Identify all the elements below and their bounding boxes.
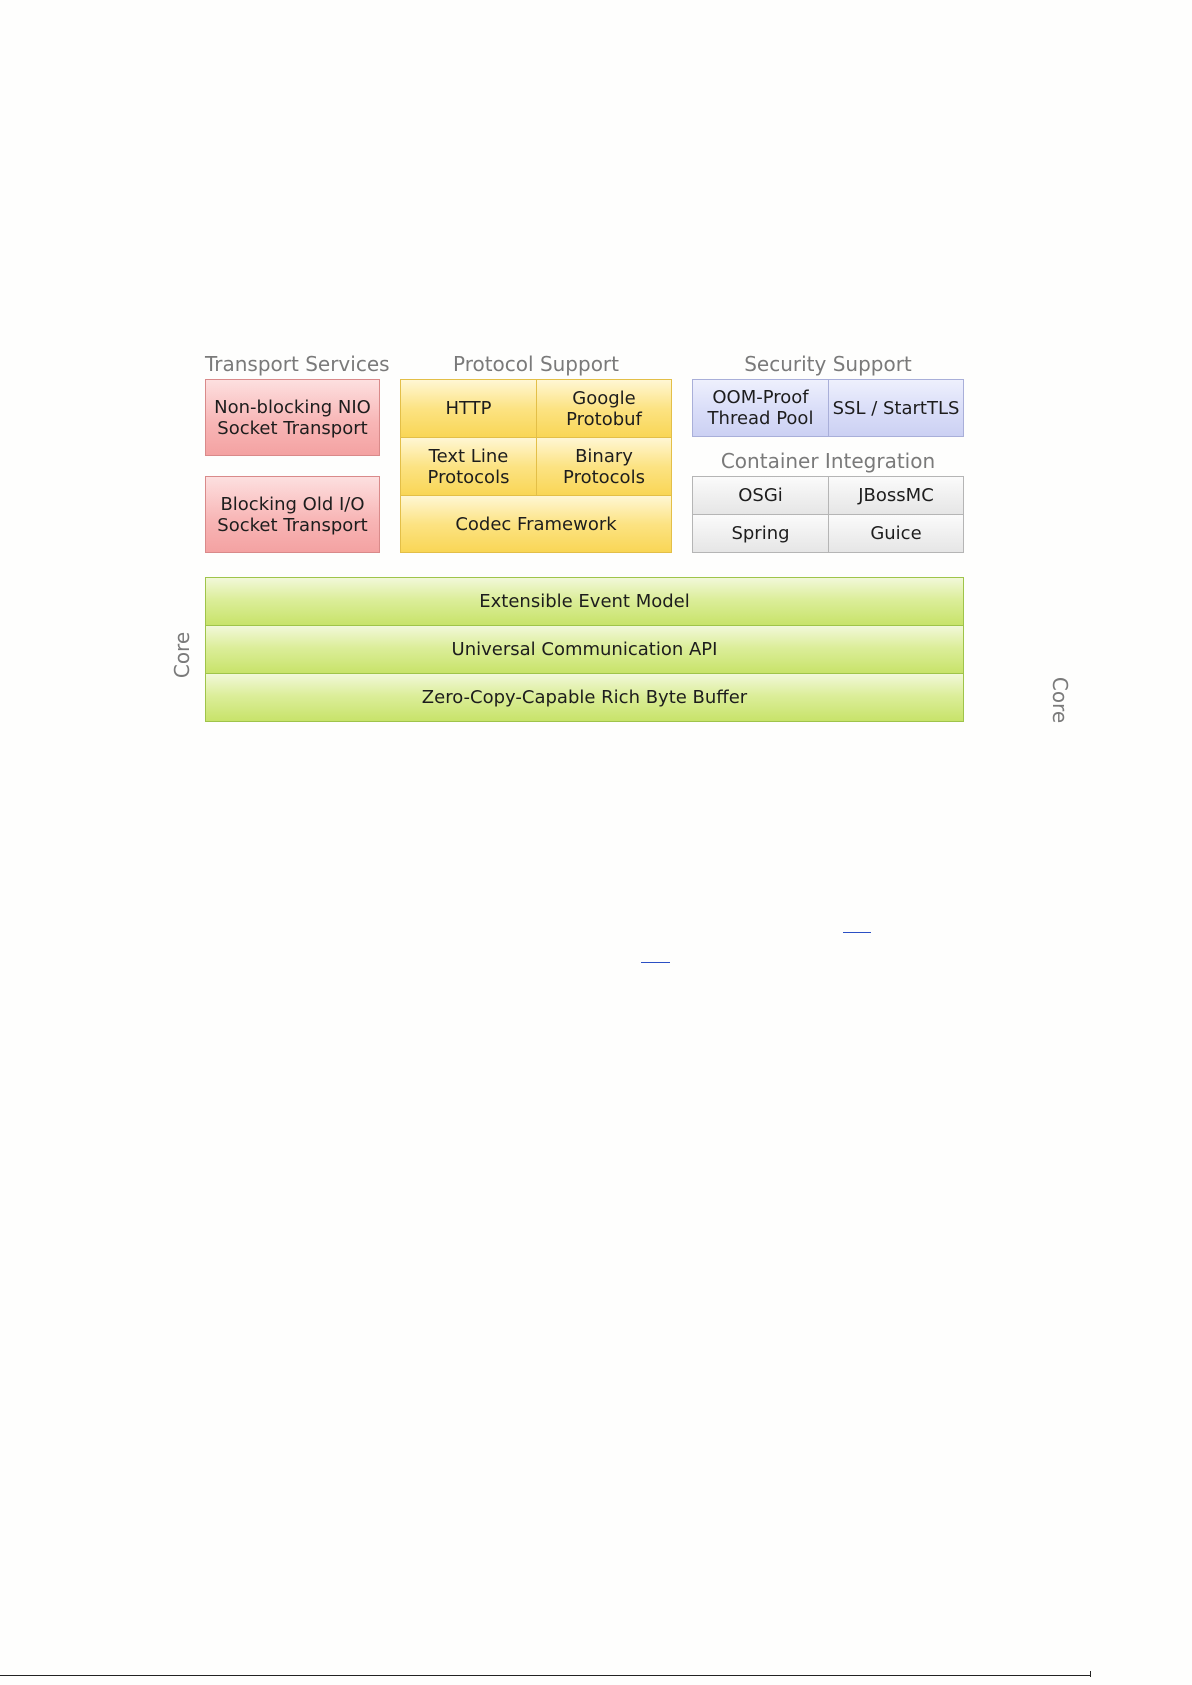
guice-box: Guice bbox=[828, 514, 964, 553]
transport-services-title: Transport Services bbox=[205, 352, 390, 376]
protocol-support-title: Protocol Support bbox=[452, 352, 619, 376]
core-label-left: Core bbox=[170, 631, 194, 679]
security-support-title: Security Support bbox=[744, 352, 912, 376]
footer-divider-tick bbox=[1090, 1671, 1091, 1677]
footer-divider bbox=[0, 1675, 1090, 1676]
jbossmc-box: JBossMC bbox=[828, 476, 964, 515]
text-line-protocols-box: Text Line Protocols bbox=[400, 437, 537, 496]
reference-link-2[interactable] bbox=[641, 962, 670, 963]
oom-proof-thread-pool-box: OOM-Proof Thread Pool bbox=[692, 379, 829, 437]
container-integration-title: Container Integration bbox=[720, 449, 936, 473]
zero-copy-byte-buffer-box: Zero-Copy-Capable Rich Byte Buffer bbox=[205, 673, 964, 722]
osgi-box: OSGi bbox=[692, 476, 829, 515]
http-box: HTTP bbox=[400, 379, 537, 438]
extensible-event-model-box: Extensible Event Model bbox=[205, 577, 964, 626]
ssl-starttls-box: SSL / StartTLS bbox=[828, 379, 964, 437]
codec-framework-box: Codec Framework bbox=[400, 495, 672, 553]
oio-socket-transport-box: Blocking Old I/O Socket Transport bbox=[205, 476, 380, 553]
universal-communication-api-box: Universal Communication API bbox=[205, 625, 964, 674]
binary-protocols-box: Binary Protocols bbox=[536, 437, 672, 496]
nio-socket-transport-box: Non-blocking NIO Socket Transport bbox=[205, 379, 380, 456]
reference-link-1[interactable] bbox=[843, 932, 871, 933]
spring-box: Spring bbox=[692, 514, 829, 553]
core-label-right: Core bbox=[1048, 676, 1072, 724]
google-protobuf-box: Google Protobuf bbox=[536, 379, 672, 438]
